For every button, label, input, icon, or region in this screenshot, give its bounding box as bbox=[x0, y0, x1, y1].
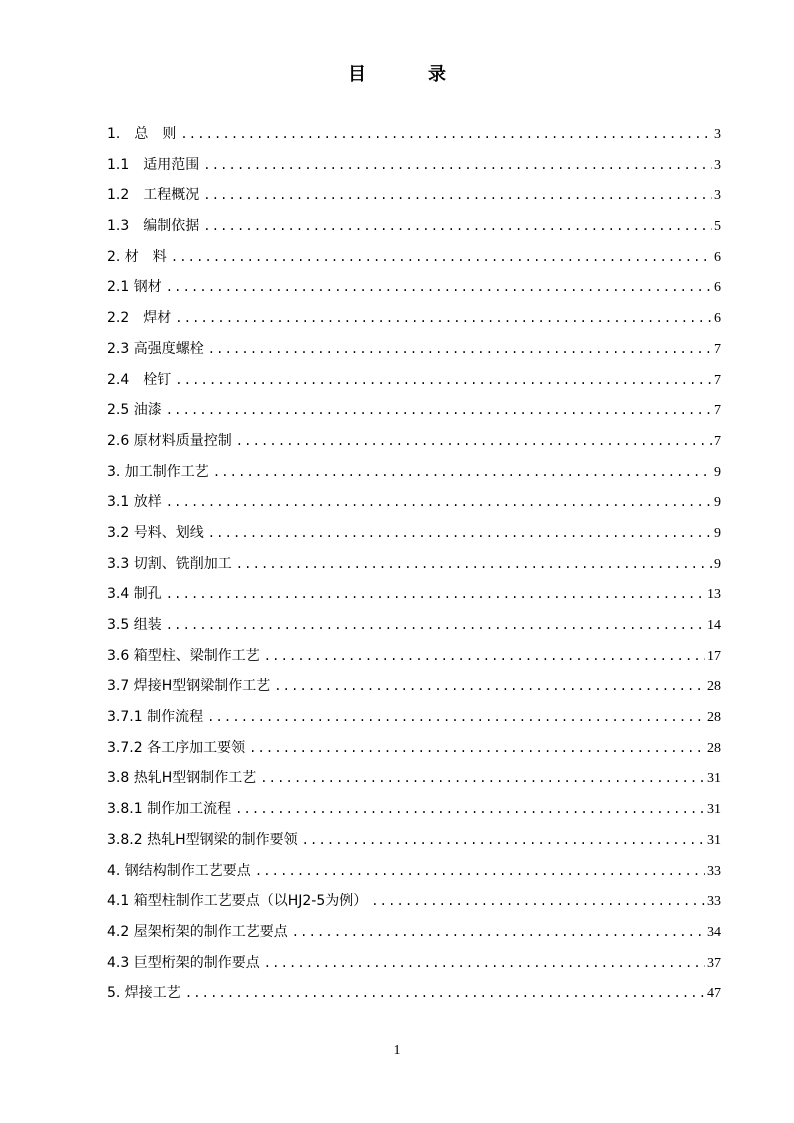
toc-entry[interactable] bbox=[107, 579, 721, 610]
toc-leader-dots bbox=[207, 702, 705, 733]
toc-entry-label: 4.2 屋架桁架的制作工艺要点 bbox=[107, 923, 288, 940]
toc-entry[interactable] bbox=[107, 457, 721, 488]
toc-leader-dots bbox=[203, 211, 712, 242]
toc-entry-page: 33 bbox=[707, 863, 721, 879]
toc-entry-label: 4. 钢结构制作工艺要点 bbox=[107, 862, 251, 879]
toc-entry[interactable] bbox=[107, 641, 721, 672]
table-of-contents bbox=[107, 119, 721, 1009]
toc-entry-label: 1.2 工程概况 bbox=[107, 187, 200, 204]
toc-leader-dots bbox=[236, 426, 712, 457]
toc-entry-page: 3 bbox=[714, 157, 721, 173]
toc-entry-page: 33 bbox=[707, 894, 721, 910]
toc-leader-dots bbox=[274, 671, 705, 702]
toc-leader-dots bbox=[166, 487, 712, 518]
toc-leader-dots bbox=[166, 579, 705, 610]
toc-entry-page: 47 bbox=[707, 986, 721, 1002]
toc-leader-dots bbox=[213, 457, 712, 488]
toc-leader-dots bbox=[203, 150, 712, 181]
toc-entry-page: 31 bbox=[707, 771, 721, 787]
toc-leader-dots bbox=[235, 794, 705, 825]
toc-entry-label: 2.2 焊材 bbox=[107, 310, 172, 327]
toc-entry-page: 9 bbox=[714, 495, 721, 511]
toc-entry-page: 28 bbox=[707, 710, 721, 726]
toc-leader-dots bbox=[208, 518, 712, 549]
toc-entry-label: 2. 材 料 bbox=[107, 248, 167, 265]
toc-entry-label: 3.7 焊接H型钢梁制作工艺 bbox=[107, 678, 271, 695]
toc-leader-dots bbox=[264, 948, 705, 979]
toc-entry[interactable] bbox=[107, 917, 721, 948]
toc-leader-dots bbox=[236, 549, 712, 580]
toc-entry-page: 7 bbox=[714, 403, 721, 419]
toc-entry[interactable] bbox=[107, 487, 721, 518]
toc-leader-dots bbox=[260, 763, 705, 794]
toc-entry-label: 1.3 编制依据 bbox=[107, 218, 200, 235]
toc-entry[interactable] bbox=[107, 180, 721, 211]
toc-leader-dots bbox=[180, 119, 712, 150]
toc-entry-page: 3 bbox=[714, 127, 721, 142]
toc-entry[interactable] bbox=[107, 794, 721, 825]
toc-leader-dots bbox=[302, 825, 705, 856]
toc-entry-page: 9 bbox=[714, 464, 721, 480]
toc-entry-label: 3.4 制孔 bbox=[107, 586, 162, 603]
toc-entry-page: 9 bbox=[714, 525, 721, 541]
toc-entry[interactable] bbox=[107, 518, 721, 549]
toc-entry-label: 5. 焊接工艺 bbox=[107, 985, 181, 1002]
toc-entry-label: 3.7.2 各工序加工要领 bbox=[107, 739, 246, 756]
toc-entry[interactable] bbox=[107, 211, 721, 242]
toc-entry[interactable] bbox=[107, 763, 721, 794]
toc-entry-label: 2.1 钢材 bbox=[107, 279, 162, 296]
toc-leader-dots bbox=[175, 303, 712, 334]
toc-entry-label: 3.8 热轧H型钢制作工艺 bbox=[107, 770, 257, 787]
toc-entry-label: 3.8.2 热轧H型钢梁的制作要领 bbox=[107, 831, 298, 848]
toc-entry-page: 34 bbox=[707, 924, 721, 940]
toc-leader-dots bbox=[166, 272, 712, 303]
toc-leader-dots bbox=[264, 641, 705, 672]
toc-leader-dots bbox=[292, 917, 705, 948]
toc-entry-page: 7 bbox=[714, 372, 721, 388]
toc-leader-dots bbox=[203, 180, 712, 211]
toc-entry-label: 3.2 号料、划线 bbox=[107, 524, 204, 541]
toc-leader-dots bbox=[249, 733, 705, 764]
toc-entry-label: 4.1 箱型柱制作工艺要点（以HJ2-5为例） bbox=[107, 893, 368, 910]
toc-entry[interactable] bbox=[107, 978, 721, 1009]
toc-entry-label: 2.5 油漆 bbox=[107, 402, 162, 419]
toc-entry-page: 28 bbox=[707, 679, 721, 695]
toc-entry[interactable] bbox=[107, 242, 721, 273]
toc-entry-label: 3.1 放样 bbox=[107, 494, 162, 511]
toc-leader-dots bbox=[166, 610, 705, 641]
toc-entry[interactable] bbox=[107, 886, 721, 917]
page-title: 目 录 bbox=[348, 64, 468, 85]
toc-leader-dots bbox=[175, 365, 712, 396]
toc-entry-page: 31 bbox=[707, 802, 721, 818]
toc-entry[interactable] bbox=[107, 365, 721, 396]
toc-entry-page: 6 bbox=[714, 249, 721, 265]
toc-entry-page: 7 bbox=[714, 433, 721, 449]
toc-entry-label: 2.6 原材料质量控制 bbox=[107, 432, 232, 449]
toc-entry-page: 37 bbox=[707, 955, 721, 971]
toc-entry-label: 2.3 高强度螺栓 bbox=[107, 340, 204, 357]
toc-entry-page: 9 bbox=[714, 556, 721, 572]
toc-entry-label: 4.3 巨型桁架的制作要点 bbox=[107, 954, 260, 971]
toc-entry-page: 6 bbox=[714, 280, 721, 296]
toc-entry-page: 17 bbox=[707, 648, 721, 664]
toc-leader-dots bbox=[208, 334, 712, 365]
toc-entry[interactable] bbox=[107, 395, 721, 426]
toc-entry-label: 3.8.1 制作加工流程 bbox=[107, 801, 232, 818]
toc-entry-label: 3.7.1 制作流程 bbox=[107, 709, 204, 726]
toc-entry-page: 6 bbox=[714, 311, 721, 327]
toc-leader-dots bbox=[255, 856, 705, 887]
toc-entry[interactable] bbox=[107, 825, 721, 856]
toc-entry[interactable] bbox=[107, 856, 721, 887]
toc-entry[interactable] bbox=[107, 150, 721, 181]
toc-entry-page: 7 bbox=[714, 341, 721, 357]
toc-entry[interactable] bbox=[107, 426, 721, 457]
toc-entry-page: 3 bbox=[714, 188, 721, 204]
toc-leader-dots bbox=[371, 886, 705, 917]
toc-leader-dots bbox=[166, 395, 712, 426]
toc-entry-page: 14 bbox=[707, 618, 721, 633]
toc-entry[interactable] bbox=[107, 733, 721, 764]
toc-leader-dots bbox=[185, 978, 705, 1009]
toc-entry-page: 13 bbox=[707, 587, 721, 603]
toc-entry-label: 3.6 箱型柱、梁制作工艺 bbox=[107, 647, 260, 664]
toc-entry[interactable] bbox=[107, 948, 721, 979]
toc-entry[interactable] bbox=[107, 702, 721, 733]
page-number: 1 bbox=[393, 1043, 401, 1058]
toc-entry-label: 2.4 栓钉 bbox=[107, 371, 172, 388]
toc-entry-label: 3. 加工制作工艺 bbox=[107, 463, 209, 480]
toc-entry-page: 28 bbox=[707, 740, 721, 756]
toc-entry-page: 5 bbox=[714, 219, 721, 235]
toc-entry-label: 3.5 组装 bbox=[107, 617, 162, 633]
toc-entry-label: 3.3 切割、铣削加工 bbox=[107, 555, 232, 572]
toc-entry[interactable] bbox=[107, 671, 721, 702]
toc-entry[interactable] bbox=[107, 334, 721, 365]
toc-entry[interactable] bbox=[107, 272, 721, 303]
toc-entry[interactable] bbox=[107, 119, 721, 150]
toc-entry-page: 31 bbox=[707, 832, 721, 848]
toc-entry-label: 1. 总 则 bbox=[107, 126, 177, 142]
toc-entry[interactable] bbox=[107, 610, 721, 641]
toc-entry[interactable] bbox=[107, 303, 721, 334]
toc-entry[interactable] bbox=[107, 549, 721, 580]
toc-leader-dots bbox=[171, 242, 712, 273]
toc-entry-label: 1.1 适用范围 bbox=[107, 156, 200, 173]
